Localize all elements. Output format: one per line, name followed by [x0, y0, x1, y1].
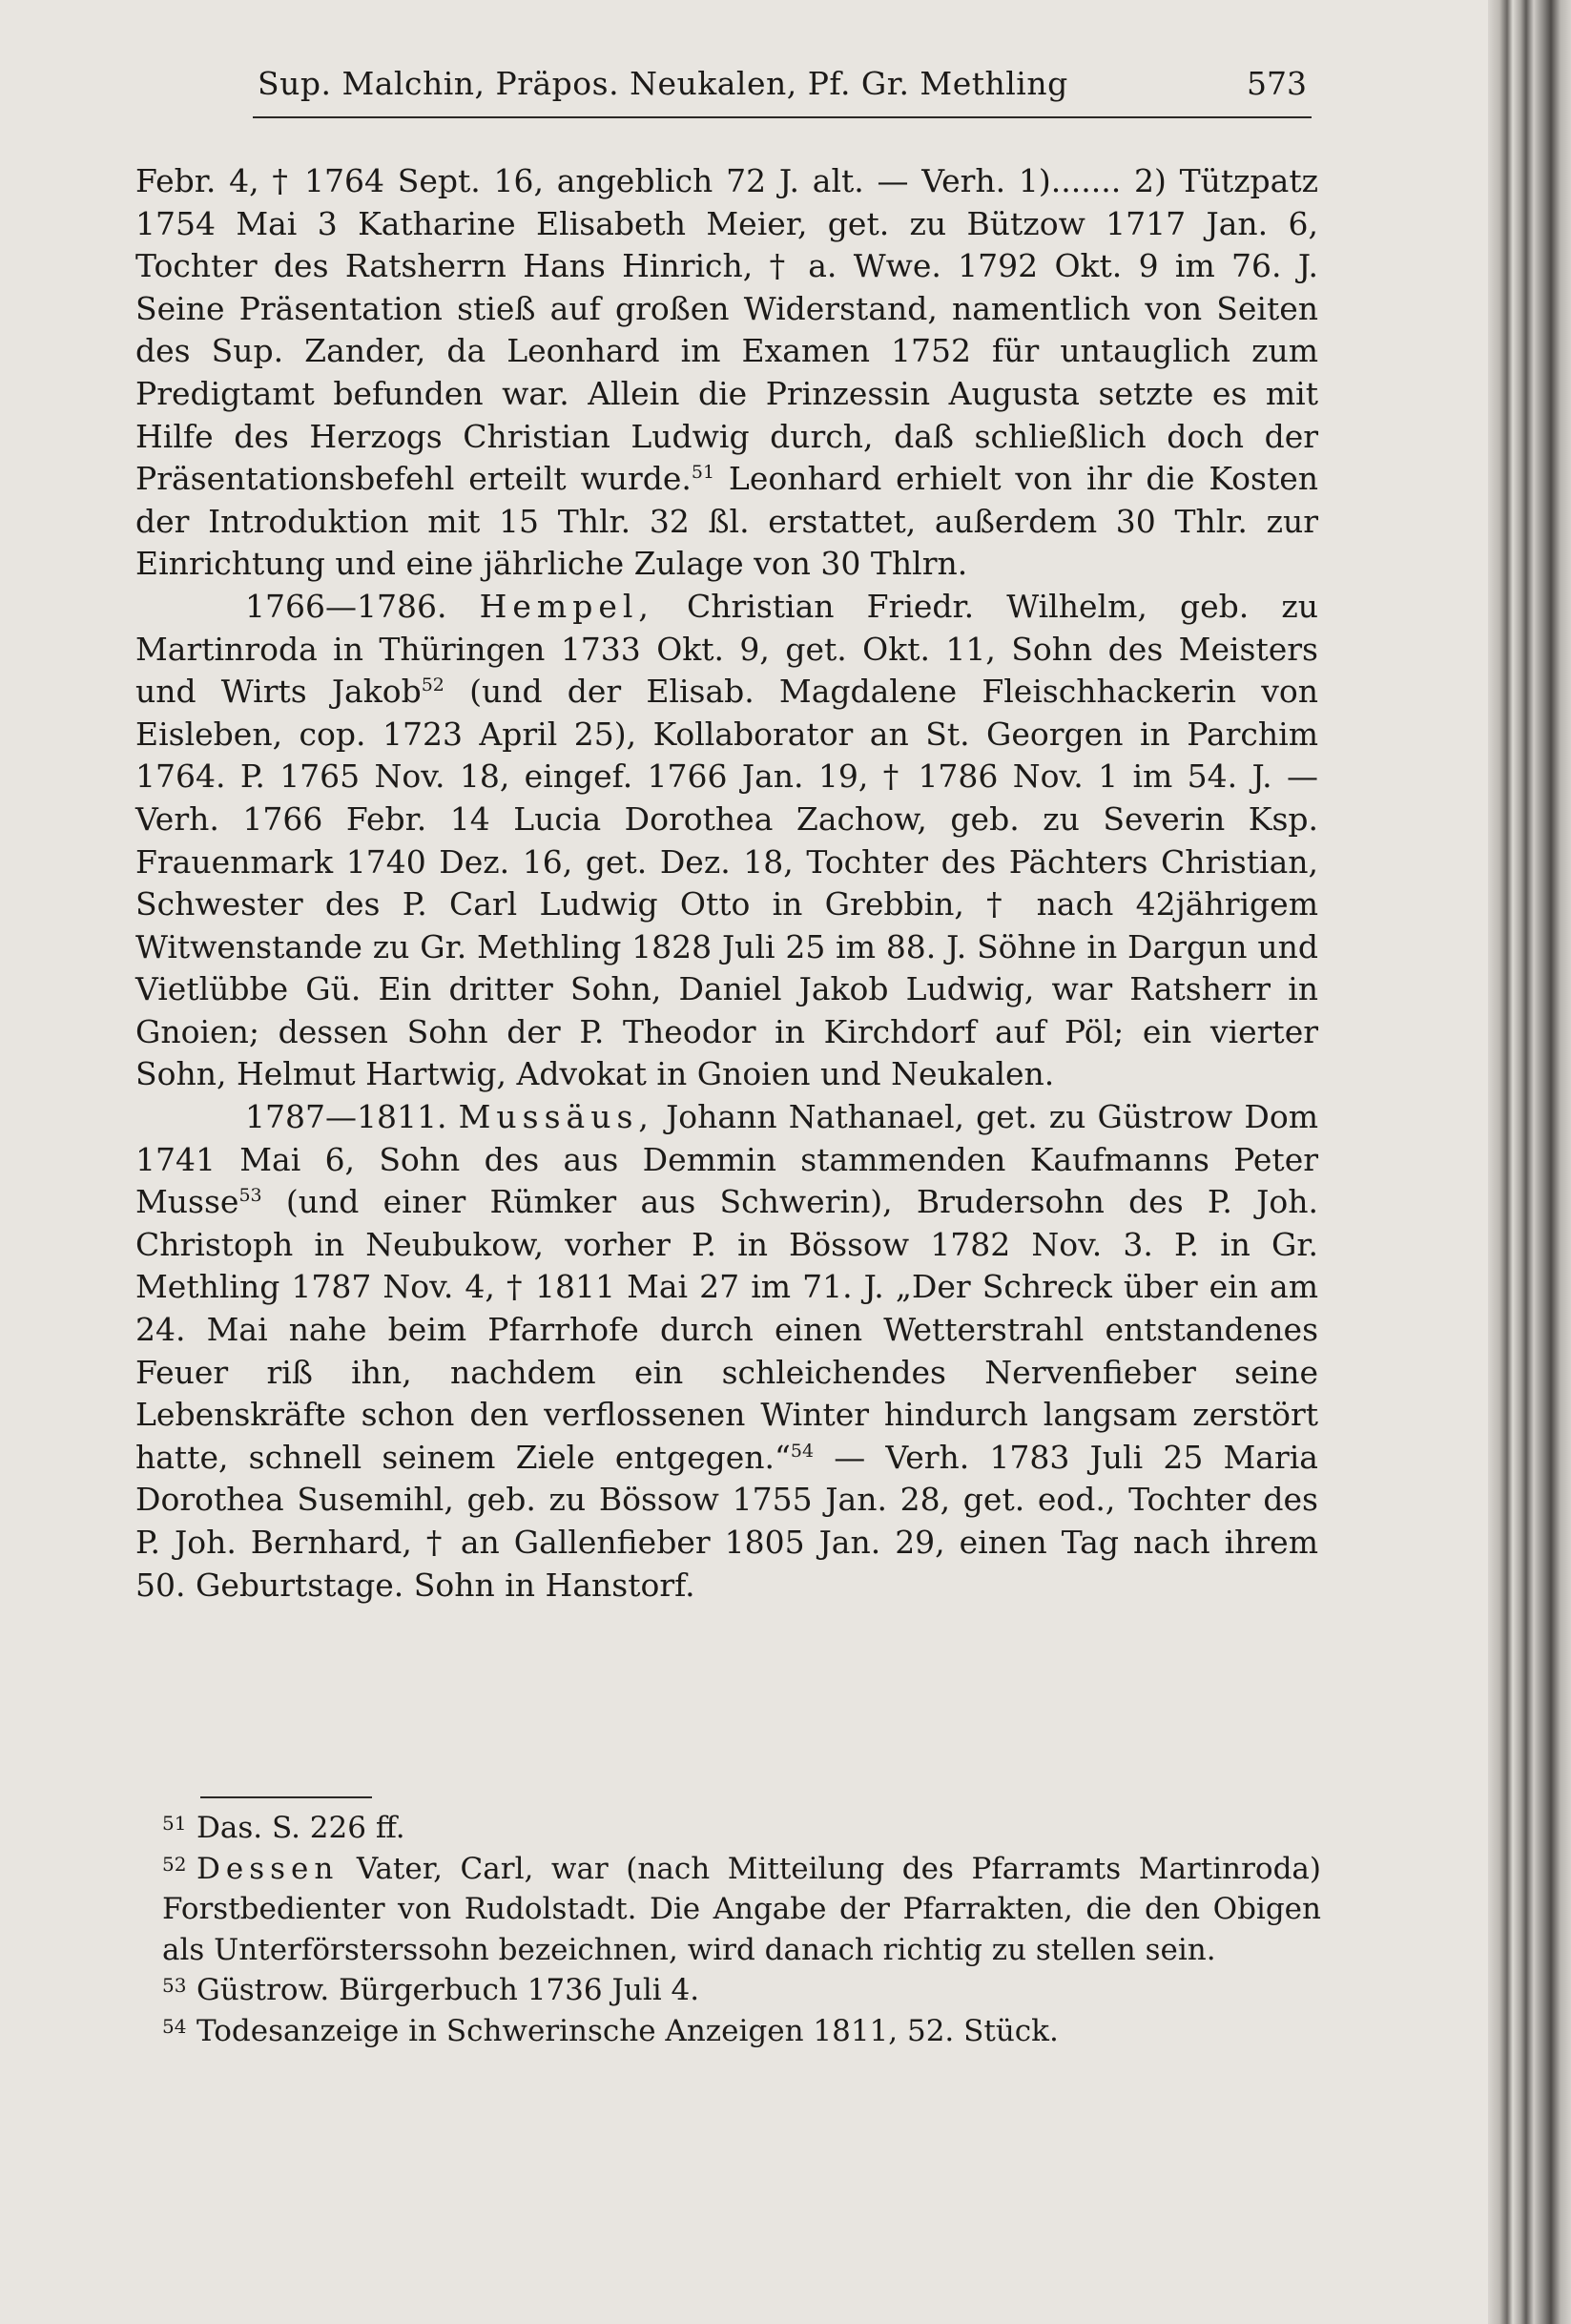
paragraph-text: (und einer Rümker aus Schwerin), Brudersohn des P. Joh. Christoph in Neubukow, vorher P. in Bössow 1782 Nov. 3. P. in Gr. Methling 1787 Nov. 4, † 1811 Mai 27 im 71. J. „Der Schreck über ein am 24. Mai nahe beim Pfarrhofe durch einen Wetterstrahl entstandenes Feuer riß ihn, nachdem ein schleichendes Nervenfieber seine Lebenskräfte schon den verflossenen Winter hindurch langsam zerstört hatte, schnell seinem Ziele entgegen.“	[135, 1183, 1319, 1476]
footnote: 51 Das. S. 226 ff.	[162, 1811, 405, 1845]
paragraph-mussaeus	[135, 1096, 1318, 1607]
entry-dates: 1766—1786.	[245, 587, 447, 625]
paragraph-text: — Verh. 1783 Juli 25 Maria Dorothea Susemihl, geb. zu Bössow 1755 Jan. 28, get. eod., Tochter des P. Joh. Bernhard, † an Gallenfieber 1805 Jan. 29, einen Tag nach ihrem 50. Geburtstage. Sohn in Hanstorf.	[135, 1438, 1318, 1604]
header-title: Sup. Malchin, Präpos. Neukalen, Pf. Gr. Methling	[258, 65, 1068, 102]
footnote-rule	[200, 1796, 372, 1798]
footnote-text: Das. S. 226 ff.	[196, 1811, 405, 1845]
footnote: 53 Güstrow. Bürgerbuch 1736 Juli 4.	[162, 1973, 700, 2007]
footnote-lead: Dessen	[196, 1851, 340, 1886]
paragraph-text: Christian Friedr. Wilhelm, geb. zu Martinroda in Thüringen 1733 Okt. 9, get. Okt. 11, Sohn des Meisters und Wirts Jakob	[135, 587, 1318, 711]
footnote-ref: 53	[238, 1185, 262, 1207]
footnote: 54 Todesanzeige in Schwerinsche Anzeigen 1811, 52. Stück.	[162, 2013, 1059, 2048]
footnote-text: Güstrow. Bürgerbuch 1736 Juli 4.	[196, 1973, 700, 2007]
footnote: 52 Dessen Vater, Carl, war (nach Mitteilung des Pfarramts Martinroda) Forstbedienter von Rudolstadt. Die Angabe der Pfarrakten, die den Obigen als Unterförsterssohn bezeichnen, wird danach richtig zu stellen sein.	[162, 1851, 1321, 1967]
paragraph-leonhard-continuation	[135, 160, 1318, 586]
footnote-ref: 52	[421, 674, 444, 696]
footnote-text: Todesanzeige in Schwerinsche Anzeigen 1811, 52. Stück.	[196, 2013, 1059, 2048]
entry-surname: Mussäus,	[458, 1098, 654, 1136]
header-rule	[253, 116, 1312, 118]
running-header	[258, 65, 1307, 113]
page-number: 573	[1247, 65, 1307, 102]
footnote-ref: 54	[790, 1440, 815, 1462]
paragraph-text: Johann Nathanael, get. zu Güstrow Dom 1741 Mai 6, Sohn des aus Demmin stammenden Kaufmanns Peter Musse	[135, 1098, 1318, 1221]
entry-dates: 1787—1811.	[245, 1098, 447, 1136]
paragraph-text: Leonhard erhielt von ihr die Kosten der Introduktion mit 15 Thlr. 32 ßl. erstattet, außerdem 30 Thlr. zur Einrichtung und eine jährliche Zulage von 30 Thlrn.	[135, 460, 1319, 583]
paragraph-text: (und der Elisab. Magdalene Fleischhackerin von Eisleben, cop. 1723 April 25), Kollaborator an St. Georgen in Parchim 1764. P. 1765 Nov. 18, eingef. 1766 Jan. 19, † 1786 Nov. 1 im 54. J. — Verh. 1766 Febr. 14 Lucia Dorothea Zachow, geb. zu Severin Ksp. Frauenmark 1740 Dez. 16, get. Dez. 18, Tochter des Pächters Christian, Schwester des P. Carl Ludwig Otto in Grebbin, † nach 42jährigem Witwenstande zu Gr. Methling 1828 Juli 25 im 88. J. Söhne in Dargun und Vietlübbe Gü. Ein dritter Sohn, Daniel Jakob Ludwig, war Ratsherr in Gnoien; dessen Sohn der P. Theodor in Kirchdorf auf Pöl; ein vierter Sohn, Helmut Hartwig, Advokat in Gnoien und Neukalen.	[135, 673, 1318, 1093]
footnotes	[162, 1808, 1321, 2051]
entry-surname: Hempel,	[479, 587, 654, 625]
paragraph-hempel	[135, 586, 1318, 1096]
paragraph-text: Febr. 4, † 1764 Sept. 16, angeblich 72 J. alt. — Verh. 1)....... 2) Tützpatz 1754 Mai 3 Katharine Elisabeth Meier, get. zu Bützow 1717 Jan. 6, Tochter des Ratsherrn Hans Hinrich, † a. Wwe. 1792 Okt. 9 im 76. J. Seine Präsentation stieß auf großen Widerstand, namentlich von Seiten des Sup. Zander, da Leonhard im Examen 1752 für untauglich zum Predigtamt befunden war. Allein die Prinzessin Augusta setzte es mit Hilfe des Herzogs Christian Ludwig durch, daß schließlich doch der Präsentationsbefehl erteilt wurde.	[135, 162, 1318, 498]
book-edge	[1488, 0, 1571, 2324]
footnote-ref: 51	[691, 462, 715, 484]
main-text	[135, 160, 1318, 1607]
footnote-text: Vater, Carl, war (nach Mitteilung des Pfarramts Martinroda) Forstbedienter von Rudolstadt. Die Angabe der Pfarrakten, die den Obigen als Unterförsterssohn bezeichnen, wird danach richtig zu stellen sein.	[162, 1851, 1321, 1967]
